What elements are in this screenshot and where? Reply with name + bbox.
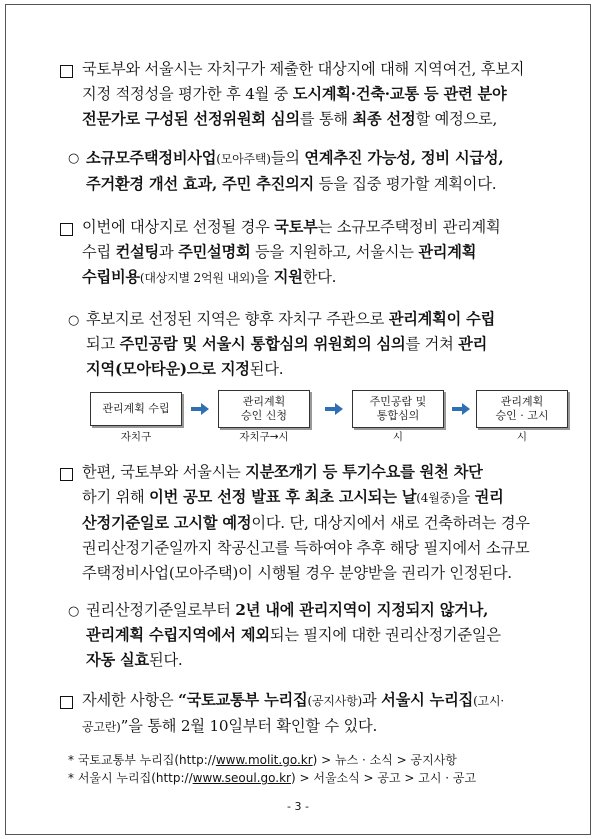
- section-4: 자세한 사항은 “국토교통부 누리집(공지사항)과 서울시 누리집(고시· 공고란)”을 통해 2월 10일부터 확인할 수 있다.: [82, 691, 504, 735]
- circle-bullet-icon: ○: [68, 313, 80, 328]
- section-1-sub: 소규모주택정비사업(모아주택)들의 연계추진 가능성, 정비 시급성, 주거환경 개선 효과, 주민 추진의지 등을 집중 평가할 계획이다.: [86, 149, 504, 193]
- right-arrow-icon: [191, 403, 209, 415]
- flow-step-1: 관리계획 수립: [90, 392, 182, 426]
- section-2-sub: 후보지로 선정된 지역은 향후 자치구 주관으로 관리계획이 수립 되고 주민공람 및 서울시 통합심의 위원회의 심의를 거쳐 관리 지역(모아타운)으로 지정된다.: [86, 310, 496, 378]
- page-number: - 3 -: [287, 800, 309, 813]
- footnote-seoul: * 서울시 누리집(http://www.seoul.go.kr) > 서울소식 > 공고 > 고시 · 공고: [68, 771, 477, 785]
- section-2: 이번에 대상지로 선정될 경우 국토부는 소규모주택정비 관리계획 수립 컨설팅과 주민설명회 등을 지원하고, 서울시는 관리계획 수립비용(대상지별 2억원 내외)을 지원한다.: [82, 218, 501, 286]
- circle-bullet-icon: ○: [68, 604, 80, 619]
- flow-step-1-label: 자치구: [120, 431, 152, 443]
- flow-step-2: 관리계획 승인 신청: [218, 390, 310, 428]
- flow-step-3: 주민공람 및 통합심의: [352, 390, 444, 428]
- flow-step-4-label: 시: [516, 431, 528, 443]
- footnote-molit: * 국토교통부 누리집(http://www.molit.go.kr) > 뉴스 · 소식 > 공지사항: [68, 753, 457, 767]
- checkbox-square-icon: [60, 696, 73, 709]
- section-3: 한편, 국토부와 서울시는 지분쪼개기 등 투기수요를 원천 차단 하기 위해 이번 공모 선정 발표 후 최초 고시되는 날(4월중)을 권리 산정기준일로 고시할 예정이다. 단, 대상지에서 새로 건축하려는 경우 권리산정기준일까지 착공신고를 득하여야 추후 해당 필지에서 소규모 주택정비사업(모아주택)이 시행될 경우 분양받을 권리가 인정된다.: [82, 463, 530, 582]
- flow-step-2-label: 자치구→시: [239, 431, 289, 443]
- flow-step-4: 관리계획 승인 · 고시: [476, 390, 568, 428]
- checkbox-square-icon: [60, 468, 73, 481]
- checkbox-square-icon: [60, 65, 73, 78]
- section-1-line-1: 국토부와 서울시는 자치구가 제출한 대상지에 대해 지역여건, 후보지: [82, 60, 525, 78]
- circle-bullet-icon: ○: [68, 151, 80, 166]
- checkbox-square-icon: [60, 223, 73, 236]
- section-3-sub: 권리산정기준일로부터 2년 내에 관리지역이 지정되지 않거나, 관리계획 수립지역에서 제외되는 필지에 대한 권리산정기준일은 자동 실효된다.: [86, 601, 501, 669]
- section-1: 국토부와 서울시는 자치구가 제출한 대상지에 대해 지역여건, 후보지 지정 적정성을 평가한 후 4월 중 도시계획·건축·교통 등 관련 분야 전문가로 구성된 선정위원회 심의를 통해 최종 선정할 예정으로,: [82, 57, 524, 132]
- right-arrow-icon: [452, 403, 470, 415]
- molit-link[interactable]: www.molit.go.kr: [215, 753, 313, 767]
- right-arrow-icon: [325, 403, 343, 415]
- flow-step-3-label: 시: [392, 431, 404, 443]
- seoul-link[interactable]: www.seoul.go.kr: [192, 771, 291, 785]
